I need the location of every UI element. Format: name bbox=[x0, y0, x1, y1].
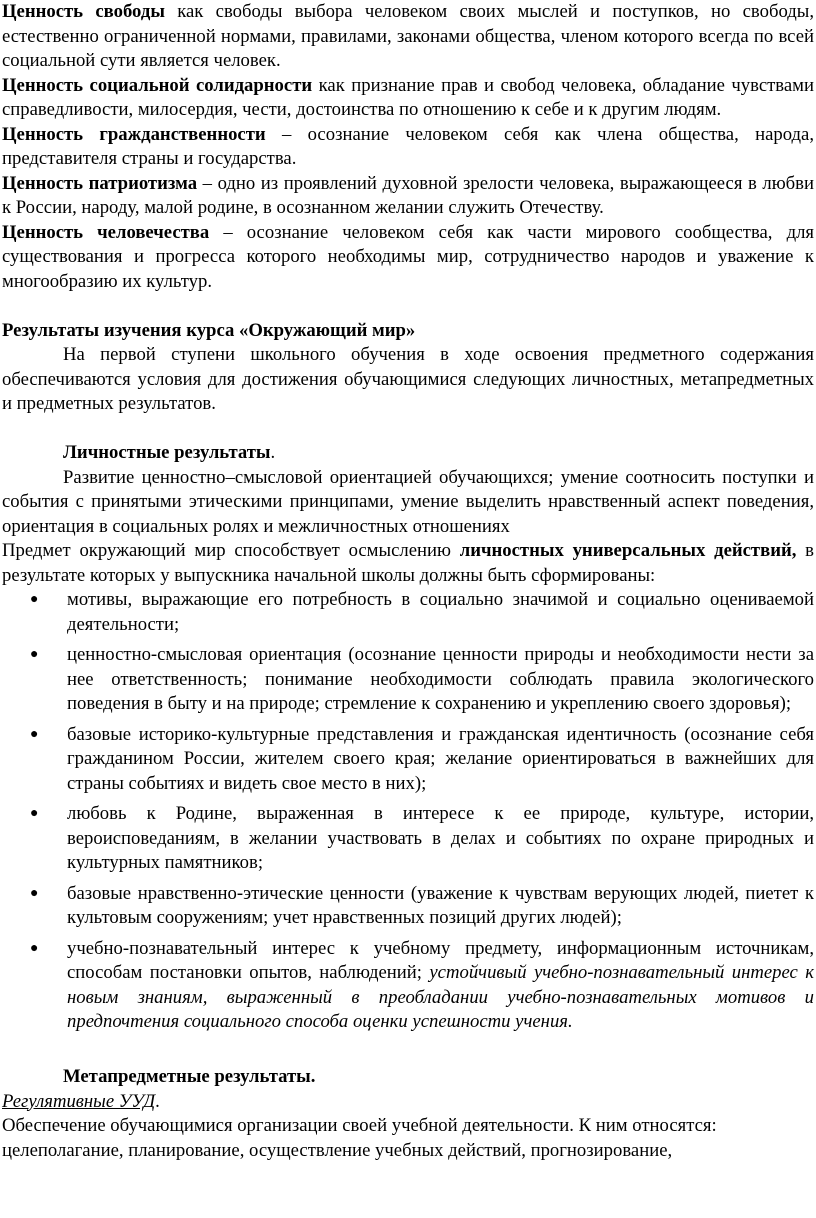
value-term: Ценность социальной солидарности bbox=[2, 74, 313, 96]
para2-bold: личностных универсальных действий, bbox=[459, 540, 797, 561]
regulatory-suffix: . bbox=[155, 1090, 160, 1112]
bullet-icon: ● bbox=[30, 940, 39, 956]
bullet-icon: ● bbox=[30, 592, 39, 607]
list-item bbox=[2, 882, 814, 931]
results-heading-text: Результаты изучения курса «Окружающий мир» bbox=[2, 319, 416, 341]
list-item-text: ценностно-смысловая ориентация (осознание ценности природы и необходимости нести за нее ответственность; понимание необходимости соблюдать правила экологического поведения в быту и на природе; стремление к сохранению и укреплению своего здоровья); bbox=[67, 644, 814, 714]
regulatory-heading bbox=[2, 1090, 814, 1115]
bullet-icon: ● bbox=[30, 885, 39, 901]
para2-before: Предмет окружающий мир способствует осмыслению bbox=[2, 540, 460, 561]
value-term: Ценность свободы bbox=[2, 1, 165, 22]
spacer bbox=[2, 417, 814, 442]
spacer bbox=[2, 294, 814, 319]
value-paragraph-solidarity bbox=[2, 74, 814, 123]
value-term: Ценность человечества bbox=[2, 221, 210, 243]
value-text: как свободы выбора человеком своих мыслей и поступков, но свободы, естественно ограниченной нормами, правилами, законами общества, членом которого всегда по всей социальной сути является человек. bbox=[2, 1, 814, 71]
spacer bbox=[2, 1041, 814, 1066]
bullet-icon: ● bbox=[30, 726, 39, 742]
results-intro: На первой ступени школьного обучения в ходе освоения предметного содержания обеспечиваются условия для достижения обучающимися следующих личностных, метапредметных и предметных результатов. bbox=[2, 344, 814, 414]
list-item bbox=[2, 588, 814, 637]
meta-heading-text: Метапредметные результаты. bbox=[63, 1066, 316, 1087]
personal-results-heading bbox=[2, 441, 814, 466]
personal-heading-suffix: . bbox=[270, 442, 276, 463]
list-item-text: мотивы, выражающие его потребность в социально значимой и социально оцениваемой деятельности; bbox=[67, 589, 814, 635]
regulatory-label: Регулятивные УУД bbox=[2, 1090, 156, 1112]
value-text: – осознание человеком себя как части мирового сообщества, для существования и прогресса которого необходимы мир, сотрудничество народов и уважение к многообразию их культур. bbox=[2, 221, 814, 292]
value-term: Ценность гражданственности bbox=[2, 123, 266, 145]
list-item bbox=[2, 643, 814, 717]
list-item bbox=[2, 723, 814, 797]
bullet-icon: ● bbox=[30, 647, 39, 662]
value-paragraph-freedom bbox=[2, 0, 814, 74]
value-paragraph-citizenship bbox=[2, 123, 814, 172]
meta-text-line-1: Обеспечение обучающимися организации своей учебной деятельности. К ним относятся: bbox=[2, 1115, 717, 1136]
results-heading bbox=[2, 319, 814, 344]
para2-after: в результате которых у выпускника начальной школы должны быть сформированы: bbox=[2, 540, 815, 586]
list-item-italic-text: устойчивый учебно-познавательный интерес к новым знаниям, выраженный в преобладании учебно-познавательных мотивов и предпочтения социального способа оценки успешности учения. bbox=[67, 962, 815, 1032]
personal-para-1: Развитие ценностно–смысловой ориентацией обучающихся; умение соотносить поступки и события с принятыми этическими принципами, умение выделить нравственный аспект поведения, ориентация в социальных ролях и межличностных отношениях bbox=[2, 466, 814, 537]
list-item bbox=[2, 937, 814, 1035]
meta-text-line-2: целеполагание, планирование, осуществление учебных действий, прогнозирование, bbox=[2, 1139, 673, 1161]
value-text: – осознание человеком себя как члена общества, народа, представителя страны и государства. bbox=[2, 123, 814, 169]
value-paragraph-patriotism bbox=[2, 172, 814, 221]
list-item-text: базовые нравственно-этические ценности (уважение к чувствам верующих людей, пиетет к культовым сооружениям; учет нравственных позиций других людей); bbox=[67, 882, 814, 928]
list-item bbox=[2, 802, 814, 876]
value-text: как признание прав и свобод человека, обладание чувствами справедливости, милосердия, чести, достоинства по отношению к себе и к другим людям. bbox=[2, 74, 814, 120]
value-paragraph-humanity bbox=[2, 221, 814, 295]
meta-results-heading bbox=[2, 1065, 814, 1090]
list-item-text: базовые историко-культурные представления и гражданская идентичность (осознание себя гражданином России, жителем своего края; желание ориентироваться в важнейших для страны событиях и видеть свое место в них); bbox=[67, 723, 814, 794]
personal-results-list bbox=[2, 588, 814, 1035]
list-item-text: любовь к Родине, выраженная в интересе к ее природе, культуре, истории, вероисповеданиям, в желании участвовать в делах и событиях по охране природных и культурных памятников; bbox=[67, 803, 814, 873]
personal-heading-text: Личностные результаты bbox=[63, 442, 271, 463]
value-text: – одно из проявлений духовной зрелости человека, выражающееся в любви к России, народу, малой родине, в осознанном желании служить Отечеству. bbox=[2, 172, 815, 218]
value-term: Ценность патриотизма bbox=[2, 172, 198, 194]
bullet-icon: ● bbox=[30, 806, 39, 821]
list-item-text: учебно-познавательный интерес к учебному предмету, информационным источникам, способам постановки опытов, наблюдений; bbox=[67, 937, 814, 983]
personal-para-2 bbox=[2, 539, 814, 588]
